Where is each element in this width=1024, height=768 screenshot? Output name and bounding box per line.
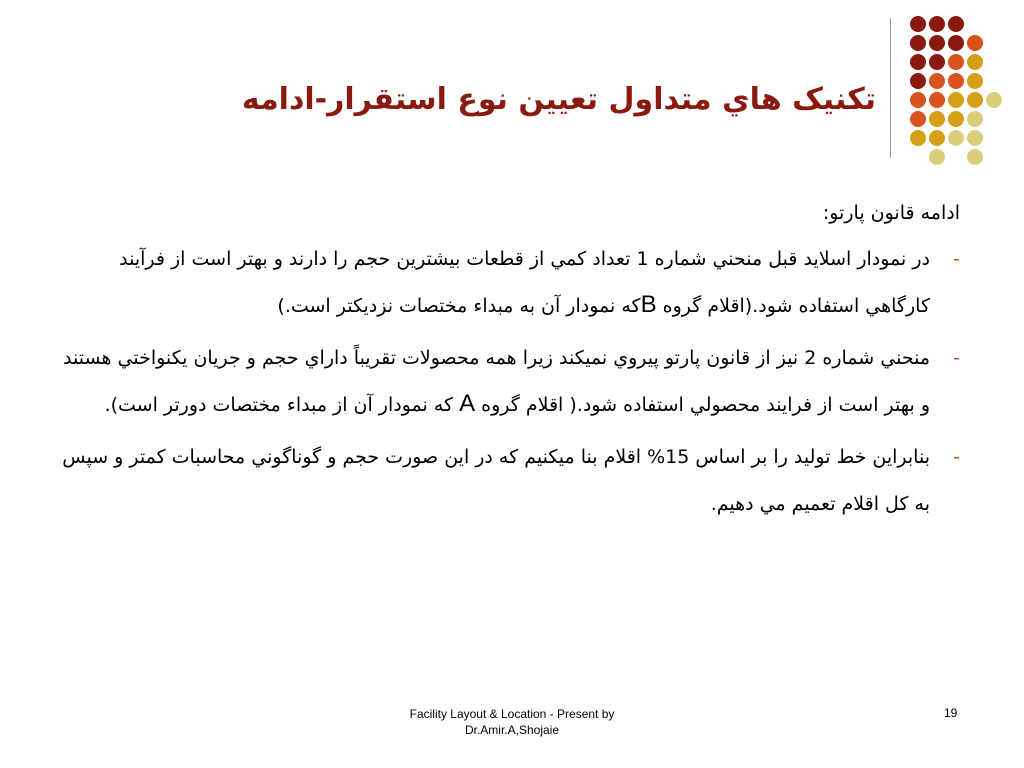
decorative-dot [948,54,964,70]
bullet-marker: - [953,248,960,270]
decorative-dot [967,35,983,51]
decorative-dot [967,54,983,70]
decorative-dot [929,149,945,165]
decorative-dot [948,16,964,32]
bullet-text-part: در نمودار اسلايد قبل منحني شماره 1 تعداد کمي از قطعات بيشترين حجم را دارند و بهتر است از فرآيند کارگاهي استفاده شود.(اقلام گروه [119,248,930,317]
decorative-dot [948,35,964,51]
decorative-dot [910,73,926,89]
decorative-dot [929,54,945,70]
bullet-text-part: بنابراين خط توليد را بر اساس 15% اقلام بنا ميکنيم که در اين صورت حجم و گوناگوني محاسبات کمتر و سپس به کل اقلام تعميم مي دهيم. [62,446,930,515]
bullet-text [60,434,930,527]
decorative-dot [929,92,945,108]
footer-line: Facility Layout & Location - Present by [409,707,615,721]
bullet-text-part: که نمودار آن به مبداء مختصات نزديکتر است.) [277,295,641,317]
title-divider-line [890,18,891,158]
decorative-dot [948,130,964,146]
decorative-dot [910,35,926,51]
decorative-dot [967,73,983,89]
decorative-dot [910,111,926,127]
decorative-dot [948,92,964,108]
decorative-dot [929,73,945,89]
footer-line: Dr.Amir.A,Shojaie [464,723,560,737]
decorative-dot [929,111,945,127]
decorative-dot [948,73,964,89]
decorative-dot [910,92,926,108]
page-number: 19 [944,706,958,720]
group-label: A [459,390,476,417]
decorative-dot [910,54,926,70]
bullet-marker: - [953,347,960,369]
decorative-dot [967,130,983,146]
slide-content [60,198,960,533]
decorative-dot [967,149,983,165]
bullet-item [60,236,960,329]
group-label: B [640,291,657,318]
decorative-dot [986,92,1002,108]
decorative-dot [910,130,926,146]
bullet-text-part: منحني شماره 2 نيز از قانون پارتو پيروي نميکند زيرا همه محصولات تقريباً داراي حجم و جريان يکنواختي هستند و بهتر است از فرايند محصولي استفاده شود.( اقلام گروه [63,347,930,416]
decorative-dot [948,111,964,127]
decorative-dot [929,16,945,32]
decorative-dot [929,130,945,146]
decorative-dot [910,16,926,32]
intro-text: ادامه قانون پارتو: [822,202,960,224]
decorative-dot [929,35,945,51]
slide-title: تکنيک هاي متداول تعيين نوع استقرار-ادامه [241,82,876,117]
bullet-text-part: که نمودار آن از مبداء مختصات دورتر است). [104,394,460,416]
bullet-text [60,236,930,329]
bullet-text [60,335,930,428]
decorative-dot [967,92,983,108]
slide-footer [362,706,662,738]
decorative-dot [967,111,983,127]
bullet-marker: - [953,446,960,468]
bullet-item [60,434,960,527]
bullet-item [60,335,960,428]
